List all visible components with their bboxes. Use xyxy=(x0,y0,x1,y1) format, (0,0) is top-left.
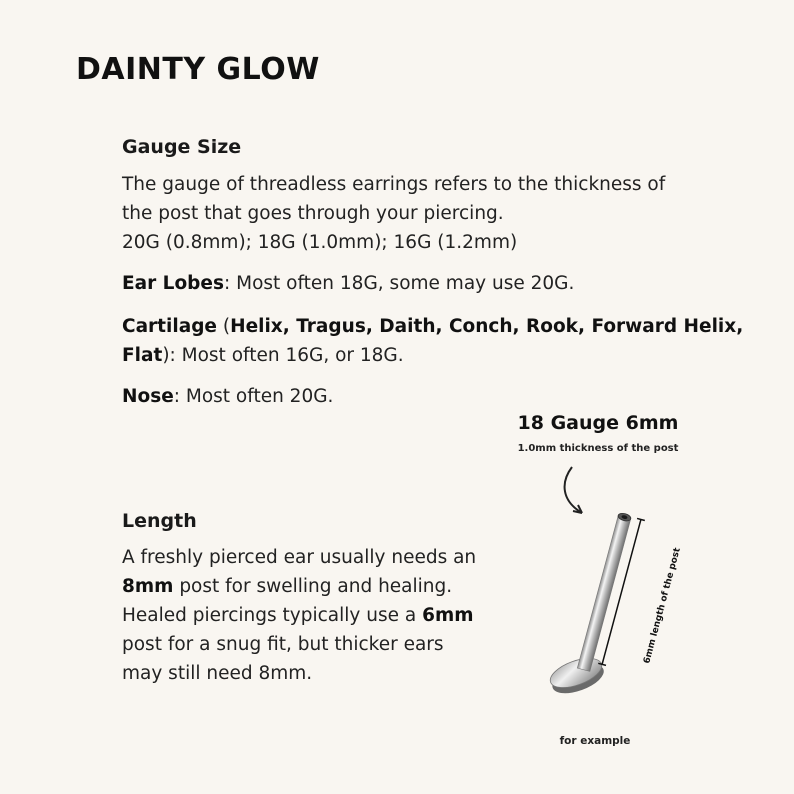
cartilage-types-line-2: Flat xyxy=(122,345,163,366)
nose-info xyxy=(122,382,333,411)
post-shaft xyxy=(577,512,631,671)
disc-back xyxy=(547,652,608,699)
length-paragraph xyxy=(122,543,476,688)
cartilage-open-paren: ( xyxy=(216,316,231,337)
brand-logo: DAINTY GLOW xyxy=(76,52,320,87)
length-line-5: may still need 8mm. xyxy=(122,663,313,684)
ear-lobes-info xyxy=(122,269,574,298)
labret-post-illustration xyxy=(520,455,700,715)
length-line-1: A freshly pierced ear usually needs an xyxy=(122,547,477,568)
length-6mm: 6mm xyxy=(422,605,474,626)
figure-subtitle: 1.0mm thickness of the post xyxy=(517,443,679,454)
ear-lobes-text: : Most often 18G, some may use 20G. xyxy=(224,273,575,294)
length-8mm: 8mm xyxy=(122,576,174,597)
length-line-3 xyxy=(122,601,476,630)
length-dimension-label: 6mm length of the post xyxy=(642,546,683,665)
figure-footnote: for example xyxy=(559,735,631,747)
figure-title: 18 Gauge 6mm xyxy=(517,412,679,434)
length-heading: Length xyxy=(122,510,197,532)
length-line-2-rest: post for swelling and healing. xyxy=(173,576,453,597)
length-line-2 xyxy=(122,572,476,601)
gauge-intro xyxy=(122,170,665,257)
length-line-4: post for a snug fit, but thicker ears xyxy=(122,634,444,655)
length-line-3-pre: Healed piercings typically use a xyxy=(122,605,423,626)
cartilage-info xyxy=(122,312,743,370)
nose-label: Nose xyxy=(122,386,174,407)
cartilage-text: ): Most often 16G, or 18G. xyxy=(162,345,404,366)
gauge-size-heading: Gauge Size xyxy=(122,136,242,158)
gauge-intro-line-1: The gauge of threadless earrings refers to the thickness of xyxy=(122,174,666,195)
cartilage-types-line-1: Helix, Tragus, Daith, Conch, Rook, Forward Helix, xyxy=(230,316,744,337)
gauge-intro-line-3: 20G (0.8mm); 18G (1.0mm); 16G (1.2mm) xyxy=(122,232,518,253)
gauge-intro-line-2: the post that goes through your piercing. xyxy=(122,203,504,224)
ear-lobes-label: Ear Lobes xyxy=(122,273,224,294)
nose-text: : Most often 20G. xyxy=(173,386,334,407)
cartilage-label: Cartilage xyxy=(122,316,217,337)
